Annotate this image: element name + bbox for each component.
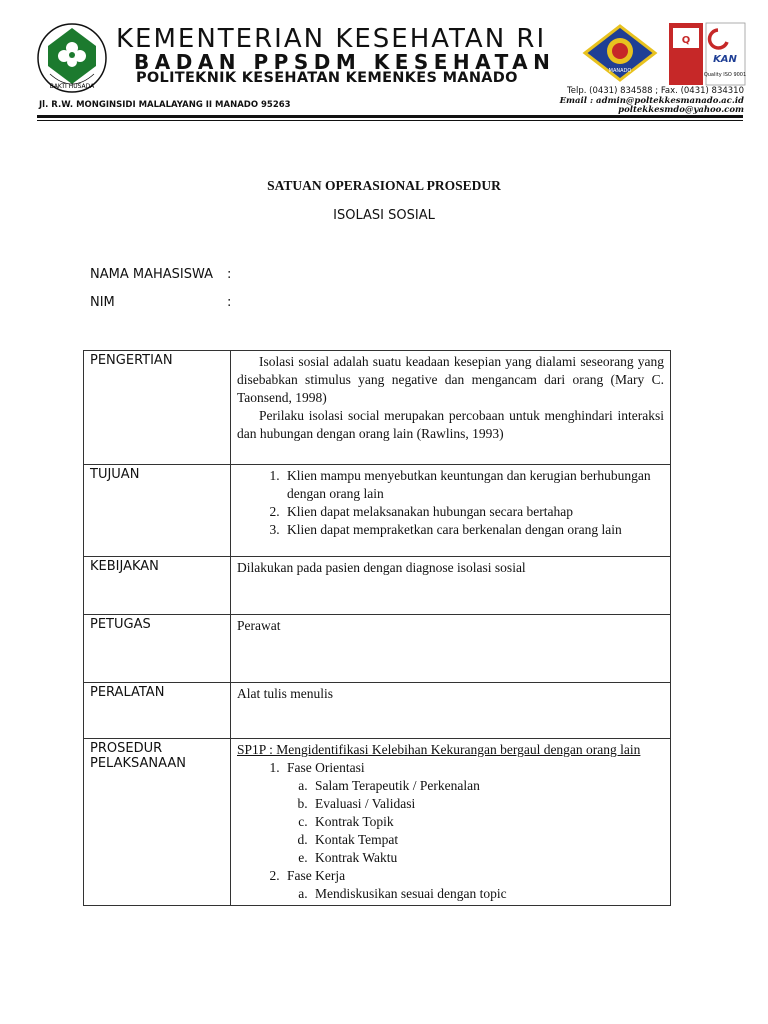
student-nim-field <box>90 295 231 310</box>
sop-table <box>83 350 671 906</box>
table-row <box>84 615 671 683</box>
table-row <box>84 351 671 465</box>
tujuan-list <box>237 467 664 539</box>
peralatan-label: PERALATAN <box>84 683 231 739</box>
prosedur-content <box>231 739 671 906</box>
prosedur-label-line-1: PROSEDUR <box>90 741 163 756</box>
svg-text:BAKTI HUSADA: BAKTI HUSADA <box>49 83 95 90</box>
list-item: 2. Klien dapat melaksanakan hubungan secara bertahap <box>283 503 664 521</box>
letterhead-divider-thick <box>37 115 743 118</box>
svg-text:MANADO: MANADO <box>608 68 632 74</box>
list-item: a. Salam Terapeutik / Perkenalan <box>311 777 664 795</box>
list-item <box>283 867 664 903</box>
document-subtitle: ISOLASI SOSIAL <box>333 208 435 223</box>
tujuan-label: TUJUAN <box>84 465 231 557</box>
prosedur-label <box>84 739 231 906</box>
student-name-colon: : <box>227 267 232 282</box>
list-item: 3. Klien dapat mempraketkan cara berkenalan dengan orang lain <box>283 521 664 539</box>
list-item: 1. Klien mampu menyebutkan keuntungan dan kerugian berhubungan dengan orang lain <box>283 467 664 503</box>
pengertian-label: PENGERTIAN <box>84 351 231 465</box>
ministry-name: KEMENTERIAN KESEHATAN RI <box>116 24 547 54</box>
orientasi-steps <box>287 777 664 867</box>
kerja-steps <box>287 885 664 903</box>
email-secondary: poltekkesmdo@yahoo.com <box>618 105 744 115</box>
list-item: c. Kontrak Topik <box>311 813 664 831</box>
petugas-content: Perawat <box>231 615 671 683</box>
pengertian-content <box>231 351 671 465</box>
svg-text:KAN: KAN <box>713 54 737 65</box>
svg-text:Quality ISO 9001: Quality ISO 9001 <box>703 72 746 78</box>
list-item <box>283 759 664 867</box>
institution-name: POLITEKNIK KESEHATAN KEMENKES MANADO <box>136 70 518 86</box>
poltekkes-manado-logo-icon <box>581 24 659 82</box>
phase-kerja-label: Fase Kerja <box>287 868 346 883</box>
svg-text:Q: Q <box>681 35 691 46</box>
student-nim-colon: : <box>227 295 232 310</box>
institution-address: Jl. R.W. MONGINSIDI MALALAYANG II MANADO 95263 <box>39 100 291 110</box>
student-name-label: NAMA MAHASISWA <box>90 267 214 282</box>
kebijakan-content: Dilakukan pada pasien dengan diagnose isolasi sosial <box>231 557 671 615</box>
document-title: SATUAN OPERASIONAL PROSEDUR <box>267 178 501 193</box>
phone-fax: Telp. (0431) 834588 ; Fax. (0431) 834310 <box>567 86 744 96</box>
phase-orientasi-label: Fase Orientasi <box>287 760 365 775</box>
list-item: b. Evaluasi / Validasi <box>311 795 664 813</box>
contact-info <box>560 87 744 116</box>
bakti-husada-logo-icon <box>36 22 108 94</box>
kebijakan-label: KEBIJAKAN <box>84 557 231 615</box>
phase-list <box>237 759 664 903</box>
table-row <box>84 557 671 615</box>
list-item: e. Kontrak Waktu <box>311 849 664 867</box>
student-name-field <box>90 267 231 282</box>
list-item: d. Kontak Tempat <box>311 831 664 849</box>
pengertian-paragraph-2: Perilaku isolasi social merupakan percobaan untuk menghindari interaksi dan hubungan dengan orang lain (Rawlins, 1993) <box>237 408 664 441</box>
iso-kan-logo-icon <box>668 22 746 86</box>
petugas-label: PETUGAS <box>84 615 231 683</box>
prosedur-label-line-2: PELAKSANAAN <box>90 756 186 771</box>
peralatan-content: Alat tulis menulis <box>231 683 671 739</box>
agency-name: BADAN PPSDM KESEHATAN <box>134 50 556 74</box>
student-nim-label: NIM <box>90 295 115 310</box>
sp-title: SP1P : Mengidentifikasi Kelebihan Kekurangan bergaul dengan orang lain <box>237 742 641 757</box>
table-row <box>84 683 671 739</box>
list-item: a. Mendiskusikan sesuai dengan topic <box>311 885 664 903</box>
email-primary: Email : admin@poltekkesmanado.ac.id <box>559 95 744 106</box>
tujuan-content <box>231 465 671 557</box>
table-row <box>84 465 671 557</box>
table-row <box>84 739 671 906</box>
letterhead-divider-thin <box>37 120 743 121</box>
pengertian-paragraph-1: Isolasi sosial adalah suatu keadaan kesepian yang dialami seseorang yang disebabkan stimulus yang negative dan mengancam dari orang (Mary C. Taonsend, 1998) <box>237 354 664 405</box>
